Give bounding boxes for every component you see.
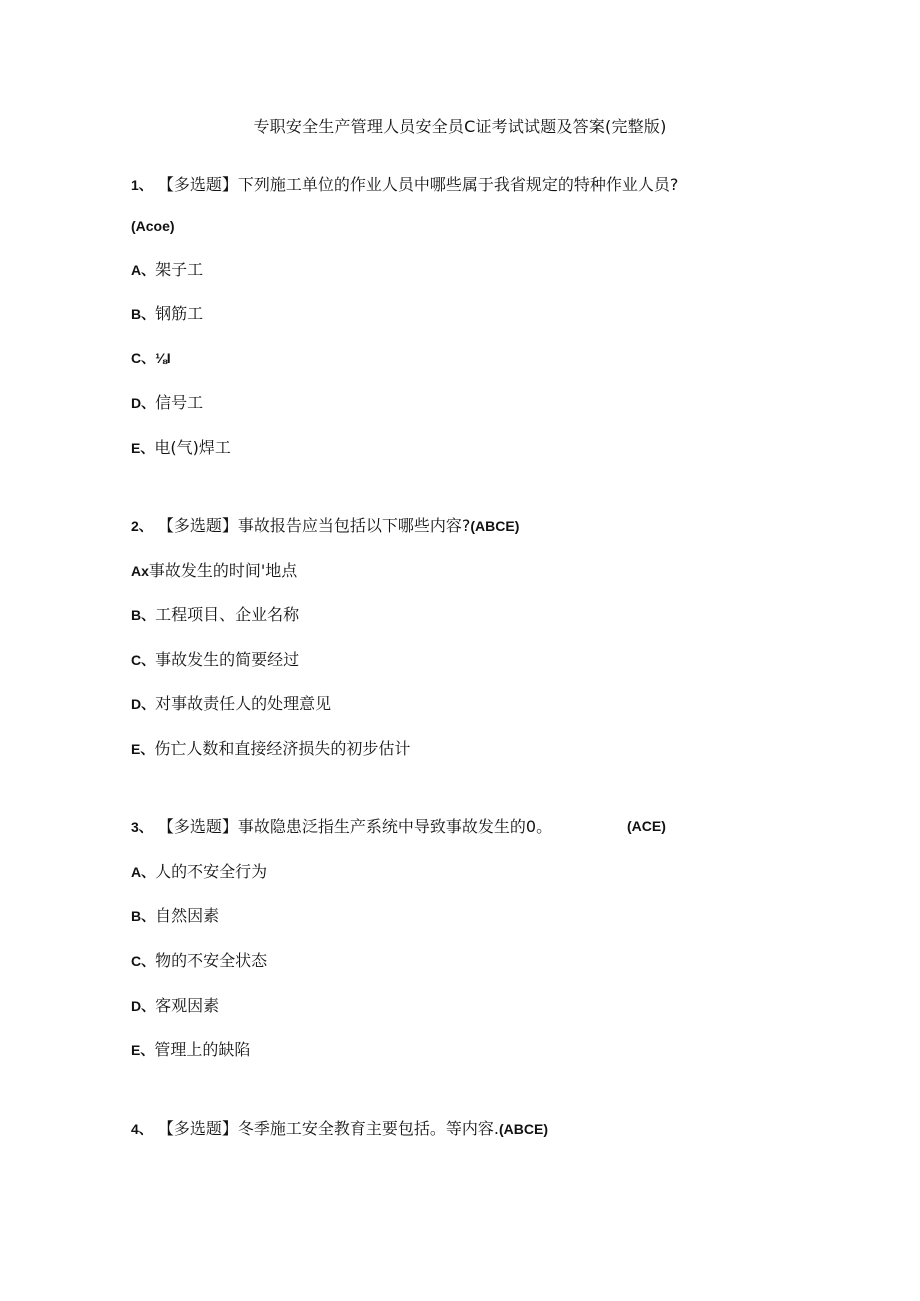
- option-key: E、: [131, 1042, 155, 1058]
- option-key: C、: [131, 652, 156, 668]
- question-1-option-a: [131, 259, 203, 281]
- option-key: C、: [131, 953, 156, 969]
- question-2-stem: 【多选题】事故报告应当包括以下哪些内容?: [157, 516, 471, 535]
- question-1-answer: (Acoe): [131, 218, 175, 234]
- option-text: ⅛I: [155, 350, 171, 366]
- option-key: B、: [131, 908, 156, 924]
- option-text: 信号工: [155, 393, 204, 412]
- question-1-option-c: [131, 347, 171, 369]
- question-3-option-d: [131, 995, 219, 1017]
- question-1-option-e: [131, 437, 231, 459]
- question-4-number: 4、: [131, 1121, 153, 1137]
- option-text: 伤亡人数和直接经济损失的初步估计: [154, 739, 411, 758]
- option-key: C、: [131, 350, 156, 366]
- question-3-option-b: [131, 905, 219, 927]
- question-3-option-e: [131, 1039, 250, 1061]
- question-4-answer: (ABCE): [498, 1121, 548, 1137]
- option-key: E、: [131, 741, 155, 757]
- question-2-option-d: [131, 693, 331, 715]
- option-key: D、: [131, 696, 156, 712]
- question-2-option-e: [131, 738, 410, 760]
- question-1-stem-line: [131, 174, 678, 196]
- question-3-number: 3、: [131, 819, 153, 835]
- document-title: 专职安全生产管理人员安全员C证考试试题及答案(完整版): [253, 117, 667, 136]
- option-key: A、: [131, 864, 156, 880]
- option-key: B、: [131, 607, 156, 623]
- question-3-answer: (ACE): [627, 818, 666, 834]
- question-4-stem-line: [131, 1118, 548, 1140]
- question-1-option-b: [131, 303, 203, 325]
- option-key: E、: [131, 440, 155, 456]
- question-2-answer: (ABCE): [470, 518, 520, 534]
- question-2-stem-line: [131, 515, 519, 537]
- question-1-answer-line: [131, 215, 175, 237]
- option-text: 事故发生的时间'地点: [148, 561, 298, 580]
- option-key: D、: [131, 395, 156, 411]
- question-3-stem: 【多选题】事故隐患泛指生产系统中导致事故发生的0。: [157, 817, 553, 836]
- option-text: 人的不安全行为: [155, 862, 268, 881]
- option-text: 管理上的缺陷: [154, 1040, 251, 1059]
- question-2-option-b: [131, 604, 299, 626]
- option-text: 工程项目、企业名称: [155, 605, 300, 624]
- option-text: 对事故责任人的处理意见: [155, 694, 332, 713]
- option-key: A、: [131, 262, 156, 278]
- option-text: 钢筋工: [155, 304, 204, 323]
- question-3-stem-line: [131, 816, 552, 838]
- question-2-option-c: [131, 649, 299, 671]
- question-2-option-a: [131, 560, 297, 582]
- question-1-option-d: [131, 392, 203, 414]
- option-key: D、: [131, 998, 156, 1014]
- question-1-stem: 【多选题】下列施工单位的作业人员中哪些属于我省规定的特种作业人员?: [157, 175, 679, 194]
- question-3-option-c: [131, 950, 267, 972]
- question-1-number: 1、: [131, 177, 153, 193]
- option-key: Ax: [131, 563, 149, 579]
- option-text: 电(气)焊工: [154, 438, 231, 457]
- option-text: 自然因素: [155, 906, 220, 925]
- question-3-option-a: [131, 861, 267, 883]
- option-text: 架子工: [155, 260, 204, 279]
- question-4-stem: 【多选题】冬季施工安全教育主要包括。等内容.: [157, 1119, 499, 1138]
- option-key: B、: [131, 306, 156, 322]
- option-text: 客观因素: [155, 996, 220, 1015]
- question-2-number: 2、: [131, 518, 153, 534]
- option-text: 事故发生的简要经过: [155, 650, 300, 669]
- option-text: 物的不安全状态: [155, 951, 268, 970]
